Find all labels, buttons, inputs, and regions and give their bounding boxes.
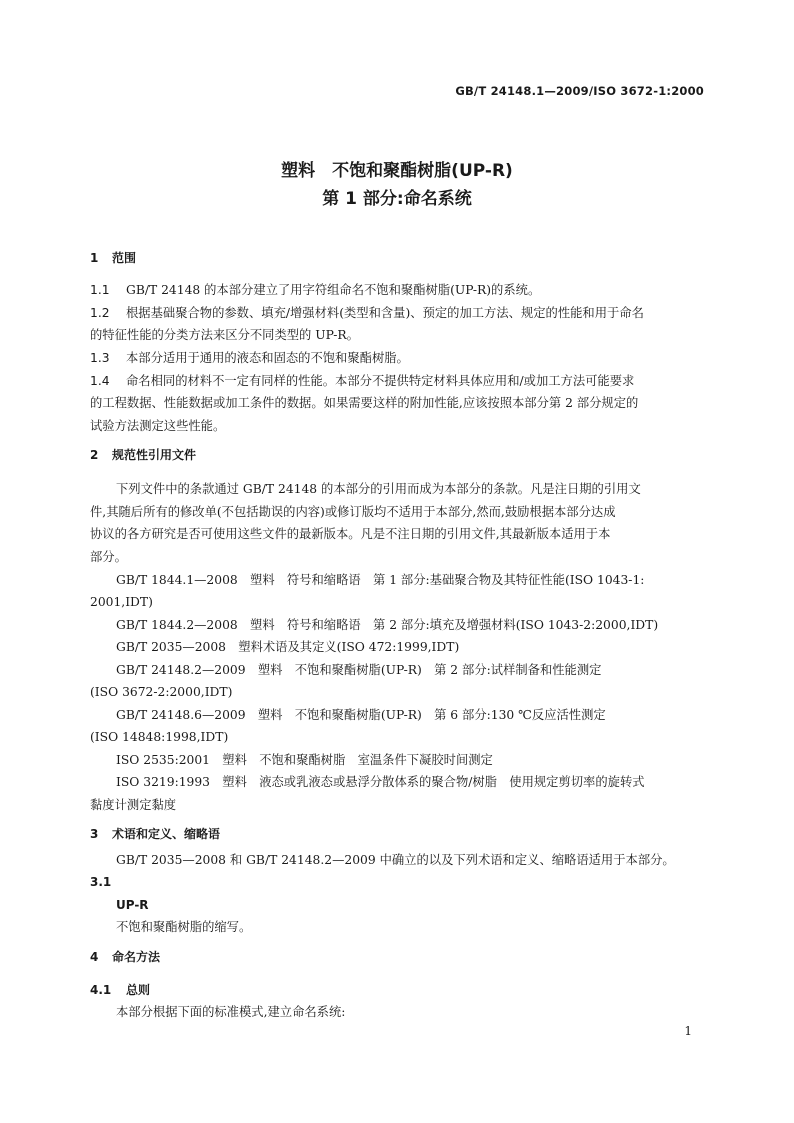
paragraph-line: 本部分根据下面的标准模式,建立命名系统: (116, 1005, 346, 1019)
paragraph-line: 部分。 (90, 550, 127, 564)
clause-1-4-cont-2: 试验方法测定这些性能。 (90, 419, 226, 433)
clause-1-4-cont: 的工程数据、性能数据或加工条件的数据。如果需要这样的附加性能,应该按照本部分第 2 部分规定的 (90, 396, 639, 410)
reference-5-cont: (ISO 14848:1998,IDT) (90, 730, 229, 744)
section-number: 1 (90, 251, 99, 265)
title-line-2: 第 1 部分:命名系统 (322, 189, 472, 209)
term-abbreviation: UP-R (116, 898, 149, 912)
reference-5: GB/T 24148.6—2009 塑料 不饱和聚酯树脂(UP-R) 第 6 部分:130 ℃反应活性测定 (116, 708, 606, 722)
reference-3: GB/T 2035—2008 塑料术语及其定义(ISO 472:1999,IDT) (116, 640, 460, 654)
section-4-heading (90, 949, 160, 965)
clause-text: 根据基础聚合物的参数、填充/增强材料(类型和含量)、预定的加工方法、规定的性能和用于命名 (126, 306, 644, 320)
paragraph-line: 下列文件中的条款通过 GB/T 24148 的本部分的引用而成为本部分的条款。凡是注日期的引用文 (116, 482, 641, 496)
standard-id: GB/T 24148.1—2009/ISO 3672-1:2000 (455, 84, 704, 98)
reference-7: ISO 3219:1993 塑料 液态或乳液态或悬浮分散体系的聚合物/树脂 使用规定剪切率的旋转式 (116, 775, 645, 789)
clause-title: 总则 (126, 983, 151, 997)
clause-text: 本部分适用于通用的液态和固态的不饱和聚酯树脂。 (126, 351, 409, 365)
clause-1-4 (90, 373, 634, 389)
clause-1-2 (90, 305, 644, 321)
section-title: 命名方法 (112, 950, 161, 964)
section-3-heading (90, 826, 220, 842)
section-2-heading (90, 447, 196, 463)
section-1-heading (90, 250, 136, 266)
clause-1-1 (90, 282, 540, 298)
reference-6: ISO 2535:2001 塑料 不饱和聚酯树脂 室温条件下凝胶时间测定 (116, 753, 493, 767)
paragraph-line: GB/T 2035—2008 和 GB/T 24148.2—2009 中确立的以及下列术语和定义、缩略语适用于本部分。 (116, 853, 675, 867)
reference-4: GB/T 24148.2—2009 塑料 不饱和聚酯树脂(UP-R) 第 2 部分:试样制备和性能测定 (116, 663, 602, 677)
section-title: 范围 (112, 251, 137, 265)
reference-2: GB/T 1844.2—2008 塑料 符号和缩略语 第 2 部分:填充及增强材料(ISO 1043-2:2000,IDT) (116, 618, 659, 632)
reference-1-cont: 2001,IDT) (90, 595, 153, 609)
clause-number: 1.3 (90, 351, 110, 365)
term-definition: 不饱和聚酯树脂的缩写。 (116, 920, 252, 934)
clause-number: 4.1 (90, 983, 112, 997)
page-number: 1 (684, 1024, 692, 1038)
title-line-1: 塑料 不饱和聚酯树脂(UP-R) (281, 161, 513, 181)
section-number: 4 (90, 950, 99, 964)
section-title: 规范性引用文件 (112, 448, 197, 462)
clause-1-3 (90, 350, 409, 366)
clause-number: 1.2 (90, 306, 110, 320)
clause-3-1-number: 3.1 (90, 875, 112, 889)
section-number: 2 (90, 448, 99, 462)
clause-number: 1.4 (90, 374, 110, 388)
clause-4-1-heading (90, 982, 150, 998)
paragraph-line: 协议的各方研究是否可使用这些文件的最新版本。凡是不注日期的引用文件,其最新版本适用于本 (90, 527, 611, 541)
section-number: 3 (90, 827, 99, 841)
reference-4-cont: (ISO 3672-2:2000,IDT) (90, 685, 233, 699)
clause-1-2-cont: 的特征性能的分类方法来区分不同类型的 UP-R。 (90, 328, 359, 342)
clause-text: 命名相同的材料不一定有同样的性能。本部分不提供特定材料具体应用和/或加工方法可能要求 (126, 374, 635, 388)
clause-text: GB/T 24148 的本部分建立了用字符组命名不饱和聚酯树脂(UP-R)的系统。 (126, 283, 541, 297)
paragraph-line: 件,其随后所有的修改单(不包括勘误的内容)或修订版均不适用于本部分,然而,鼓励根据本部分达成 (90, 505, 616, 519)
reference-7-cont: 黏度计测定黏度 (90, 798, 177, 812)
reference-1: GB/T 1844.1—2008 塑料 符号和缩略语 第 1 部分:基础聚合物及其特征性能(ISO 1043-1: (116, 573, 645, 587)
clause-number: 1.1 (90, 283, 110, 297)
section-title: 术语和定义、缩略语 (112, 827, 221, 841)
